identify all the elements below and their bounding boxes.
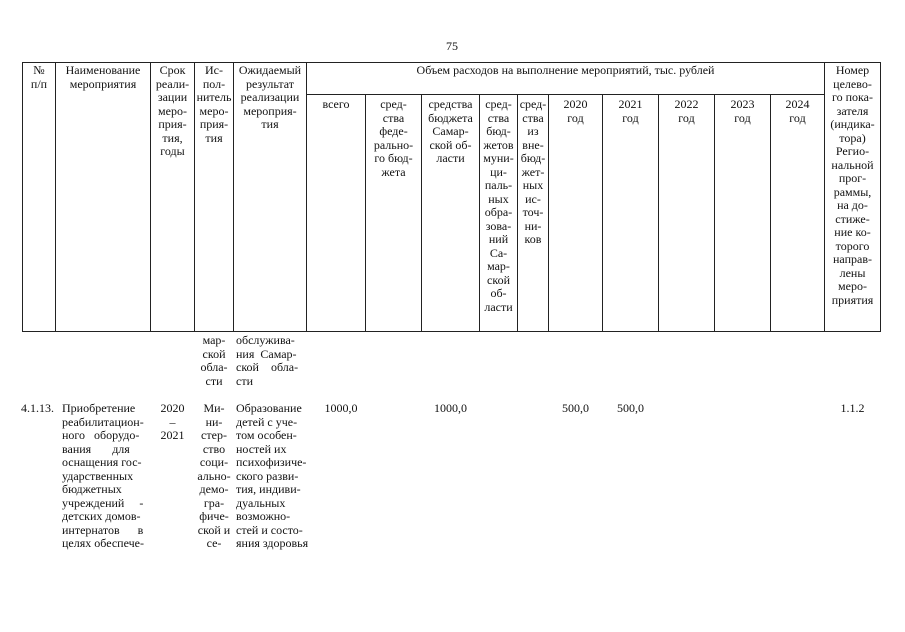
header-name: Наименование мероприятия [65,63,141,91]
header-result: Ожидаемый результат реализации мероприя- тия [238,63,302,131]
header-indicator: Номер целево- го пока- зателя (индика- тора) Регио- нальной прог- раммы, на до- стиже- ние ко- торого направ- лены меро- приятия [830,63,875,307]
row-period: 2020 – 2021 [160,401,185,442]
continuation-executor: мар- ской обла- сти [200,333,228,388]
header-num: № п/п [30,63,48,91]
header-year-2023: 2023 год [730,97,755,125]
header-municipal: сред- ства бюд- жетов муни- ци- паль- ных обра- зова- ний Са- мар- ской об- ласти [483,97,514,314]
row-regional: 1000,0 [434,401,467,415]
header-year-2020: 2020 год [563,97,588,125]
header-period: Срок реали- зации меро- прия- тия, годы [155,63,190,158]
row-total: 1000,0 [324,401,358,415]
header-extrabudget: сред- ства из вне- бюд- жет- ных ис- точ- ни- ков [519,97,547,246]
row-year-2020: 500,0 [562,401,589,415]
row-num: 4.1.13. [21,401,54,415]
header-federal: сред- ства феде- рально- го бюд- жета [373,97,414,179]
row-result: Образование детей с уче- том особен- ностей их психофизиче- ского разви- тия, индиви- дуальных возможно- стей и состо- яния здоровья [236,401,309,550]
header-regional: средства бюджета Самар- ской об- ласти [428,97,473,165]
header-expenses-title: Объем расходов на выполнение мероприятий, тыс. рублей [416,63,715,77]
row-executor: Ми- ни- стер- ство соци- ально- демо- гра- фиче- ской и се- [197,401,231,550]
header-year-2022: 2022 год [674,97,699,125]
header-year-2024: 2024 год [785,97,810,125]
continuation-result: обслужива- ния Самар- ской обла- сти [236,333,299,388]
row-year-2021: 500,0 [617,401,644,415]
header-year-2021: 2021 год [618,97,643,125]
row-indicator: 1.1.2 [840,401,865,415]
row-name: Приобретение реабилитацион- ного оборудо- вания для оснащения гос- ударственных бюджетных учреждений - детских домов- интернатов в целях обеспече- [62,401,144,550]
header-executor: Ис- пол- нитель меро- прия- тия [196,63,232,145]
page-number: 75 [446,39,458,53]
header-total: всего [322,97,350,111]
